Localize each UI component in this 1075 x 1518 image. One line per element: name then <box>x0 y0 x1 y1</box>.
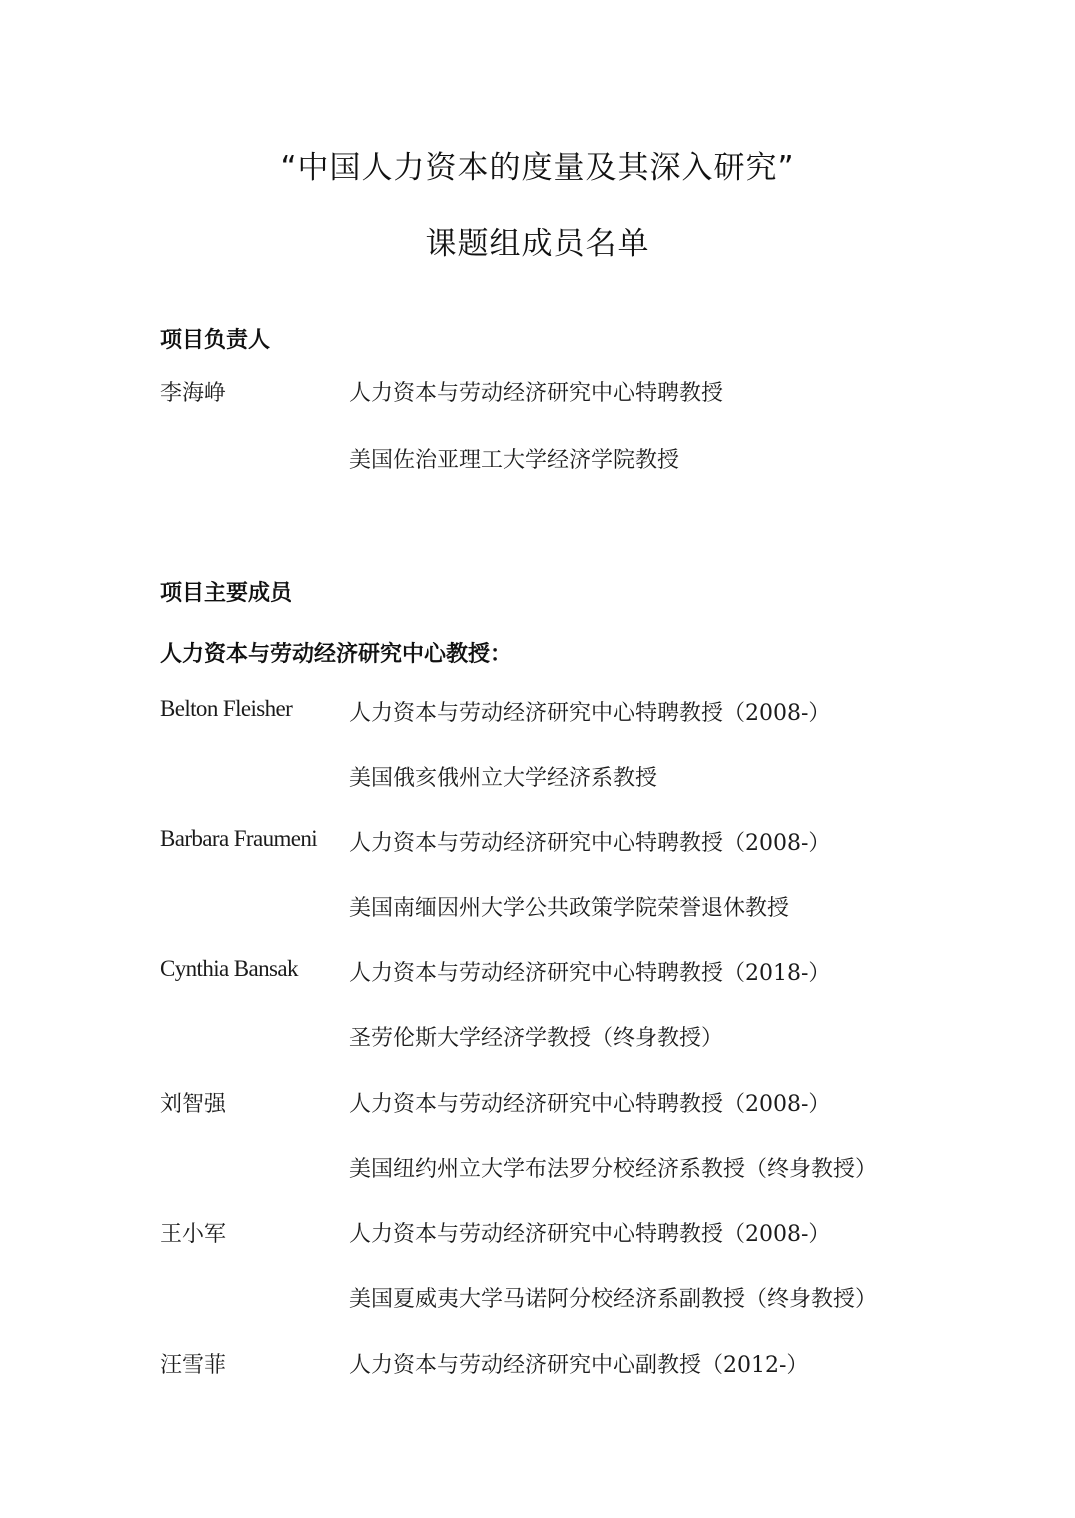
members-heading: 项目主要成员 <box>160 581 293 606</box>
member-name: 王小军 <box>160 1222 227 1247</box>
member-row <box>160 1217 1040 1247</box>
document-title: “中国人力资本的度量及其深入研究” <box>280 150 795 186</box>
member-affiliation-1: 人力资本与劳动经济研究中心特聘教授（2008-） <box>349 1092 831 1117</box>
member-affiliation-2: 圣劳伦斯大学经济学教授（终身教授） <box>349 1026 724 1051</box>
member-name: 刘智强 <box>160 1092 227 1117</box>
member-affiliation-2: 美国夏威夷大学马诺阿分校经济系副教授（终身教授） <box>349 1287 878 1312</box>
leader-affiliation-2: 美国佐治亚理工大学经济学院教授 <box>349 448 680 473</box>
member-name: Cynthia Bansak <box>160 956 298 981</box>
member-name: 汪雪菲 <box>160 1353 227 1378</box>
member-affiliation-1: 人力资本与劳动经济研究中心特聘教授（2008-） <box>349 1222 831 1247</box>
member-affiliation-2: 美国纽约州立大学布法罗分校经济系教授（终身教授） <box>349 1157 878 1182</box>
leader-heading: 项目负责人 <box>160 328 271 353</box>
members-subheading: 人力资本与劳动经济研究中心教授： <box>160 642 513 667</box>
leader-row <box>160 376 1040 406</box>
member-row-2 <box>160 891 1040 921</box>
member-row <box>160 696 1040 726</box>
leader-row-2 <box>160 443 1040 473</box>
member-affiliation-1: 人力资本与劳动经济研究中心副教授（2012-） <box>349 1353 809 1378</box>
member-row-2 <box>160 1282 1040 1312</box>
member-row <box>160 1087 1040 1117</box>
member-affiliation-2: 美国南缅因州大学公共政策学院荣誉退休教授 <box>349 896 790 921</box>
member-affiliation-1: 人力资本与劳动经济研究中心特聘教授（2008-） <box>349 701 831 726</box>
leader-affiliation-1: 人力资本与劳动经济研究中心特聘教授 <box>349 381 724 406</box>
member-row <box>160 956 1040 986</box>
member-name: Barbara Fraumeni <box>160 826 318 851</box>
member-affiliation-1: 人力资本与劳动经济研究中心特聘教授（2018-） <box>349 961 831 986</box>
document-subtitle: 课题组成员名单 <box>425 226 650 262</box>
member-name: Belton Fleisher <box>160 696 293 721</box>
member-row <box>160 1348 1040 1378</box>
member-affiliation-2: 美国俄亥俄州立大学经济系教授 <box>349 766 658 791</box>
member-affiliation-1: 人力资本与劳动经济研究中心特聘教授（2008-） <box>349 831 831 856</box>
member-row-2 <box>160 761 1040 791</box>
member-row <box>160 826 1040 856</box>
member-row-2 <box>160 1021 1040 1051</box>
member-row-2 <box>160 1152 1040 1182</box>
leader-name: 李海峥 <box>160 381 227 406</box>
